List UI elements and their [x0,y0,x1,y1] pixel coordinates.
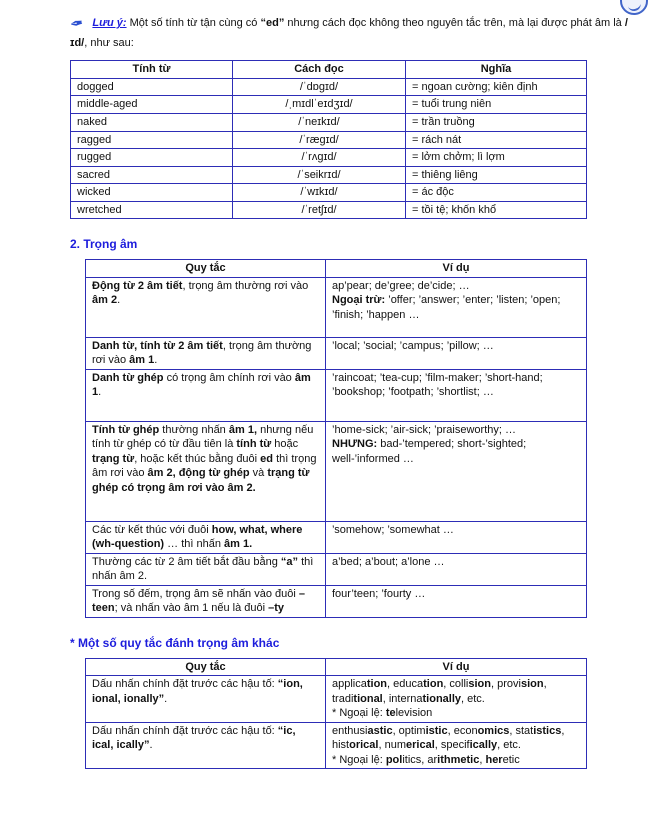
meaning-cell: = tồi tệ; khốn khổ [406,201,587,219]
stress-rules-table [85,259,587,618]
table-row [71,149,587,167]
adjective-cell: wicked [71,184,233,202]
table-row [86,553,587,585]
rule-cell: Danh từ ghép có trọng âm chính rơi vào âm 1. [86,369,326,421]
rule-cell: Danh từ, tính từ 2 âm tiết, trọng âm thường rơi vào âm 1. [86,337,326,369]
note-text: Một số tính từ tận cùng có “ed” nhưng cách đọc không theo nguyên tắc trên, mà lại được phát âm là /ɪd/, như sau: [70,17,628,49]
column-header-example: Ví dụ [326,260,587,278]
table-row [86,585,587,617]
pronunciation-cell: /ˈseikrɪd/ [233,166,406,184]
rule-cell: Thường các từ 2 âm tiết bắt đầu bằng “a” thì nhấn âm 2. [86,553,326,585]
example-cell: ’home-sick; ’air-sick; ’praiseworthy; … NHƯNG: bad-’tempered; short-’sighted; well-’informed … [326,421,587,521]
pronunciation-cell: /ˈdɒgɪd/ [233,78,406,96]
meaning-cell: = ác độc [406,184,587,202]
section-title-stress: 2. Trọng âm [70,237,138,252]
ed-adjectives-table [70,60,587,219]
adjective-cell: sacred [71,166,233,184]
table-row [71,201,587,219]
adjective-cell: naked [71,113,233,131]
other-stress-rules-table [85,658,587,770]
rule-cell: Trong số đếm, trọng âm sẽ nhấn vào đuôi –teen; và nhấn vào âm 1 nếu là đuôi –ty [86,585,326,617]
adjective-cell: rugged [71,149,233,167]
rule-cell: Các từ kết thúc với đuôi how, what, where (wh-question) … thì nhấn âm 1. [86,521,326,553]
example-cell: a’bed; a’bout; a’lone … [326,553,587,585]
table-row [71,184,587,202]
example-cell: application, education, collision, provision, traditional, internationally, etc. * Ngoại lệ: television [326,676,587,723]
rule-cell: Động từ 2 âm tiết, trọng âm thường rơi vào âm 2. [86,277,326,337]
pronunciation-cell: /ˈrʌgɪd/ [233,149,406,167]
pronunciation-cell: /ˈrægɪd/ [233,131,406,149]
meaning-cell: = trần truồng [406,113,587,131]
table-row [86,369,587,421]
table-row [86,277,587,337]
column-header-rule: Quy tắc [86,260,326,278]
adjective-cell: wretched [71,201,233,219]
table-row [86,521,587,553]
meaning-cell: = thiêng liêng [406,166,587,184]
adjective-cell: dogged [71,78,233,96]
example-cell: ’local; ’social; ’campus; ’pillow; … [326,337,587,369]
table-row [86,676,587,723]
adjective-cell: middle-aged [71,96,233,114]
column-header-adjective: Tính từ [71,61,233,79]
rule-cell: Dấu nhấn chính đặt trước các hậu tố: “ic, ical, ically”. [86,722,326,769]
column-header-rule: Quy tắc [86,658,326,676]
pronunciation-cell: /ˈretʃɪd/ [233,201,406,219]
note-label: Lưu ý: [92,17,127,29]
section-title-other-rules: * Một số quy tắc đánh trọng âm khác [70,635,280,650]
table-row [71,131,587,149]
pen-icon: ✒ [68,14,85,35]
table-row [71,78,587,96]
table-row [71,96,587,114]
corner-icon[interactable] [620,0,648,15]
column-header-meaning: Nghĩa [406,61,587,79]
table-row [71,166,587,184]
example-cell: enthusiastic, optimistic, economics, statistics, historical, numerical, specifically, etc. * Ngoại lệ: politics, arithmetic, heretic [326,722,587,769]
pronunciation-cell: /ˈneɪkɪd/ [233,113,406,131]
meaning-cell: = ngoan cường; kiên định [406,78,587,96]
header-row [71,61,587,79]
adjective-cell: ragged [71,131,233,149]
example-cell: ’somehow; ’somewhat … [326,521,587,553]
note [70,14,629,50]
meaning-cell: = rách nát [406,131,587,149]
rule-cell: Tính từ ghép thường nhấn âm 1, nhưng nếu tính từ ghép có từ đầu tiên là tính từ hoặc trạng từ, hoặc kết thúc bằng đuôi ed thì trọng âm rơi vào âm 2, động từ ghép và trạng từ ghép có trọng âm rơi vào âm 2. [86,421,326,521]
example-cell: four’teen; ’fourty … [326,585,587,617]
header-row [86,260,587,278]
pronunciation-cell: /ˈwɪkɪd/ [233,184,406,202]
meaning-cell: = tuổi trung niên [406,96,587,114]
table-row [86,337,587,369]
example-cell: ap’pear; de’gree; de’cide; … Ngoại trừ: ’offer; ’answer; ’enter; ’listen; ’open; ’finish; ’happen … [326,277,587,337]
header-row [86,658,587,676]
column-header-example: Ví dụ [326,658,587,676]
rule-cell: Dấu nhấn chính đặt trước các hậu tố: “ion, ional, ionally”. [86,676,326,723]
example-cell: ’raincoat; ’tea-cup; ’film-maker; ’short-hand; ’bookshop; ’footpath; ’shortlist; … [326,369,587,421]
meaning-cell: = lởm chởm; lì lợm [406,149,587,167]
table-row [86,421,587,521]
table-row [71,113,587,131]
column-header-pronunciation: Cách đọc [233,61,406,79]
pronunciation-cell: /ˌmɪdlˈeɪdʒɪd/ [233,96,406,114]
table-row [86,722,587,769]
